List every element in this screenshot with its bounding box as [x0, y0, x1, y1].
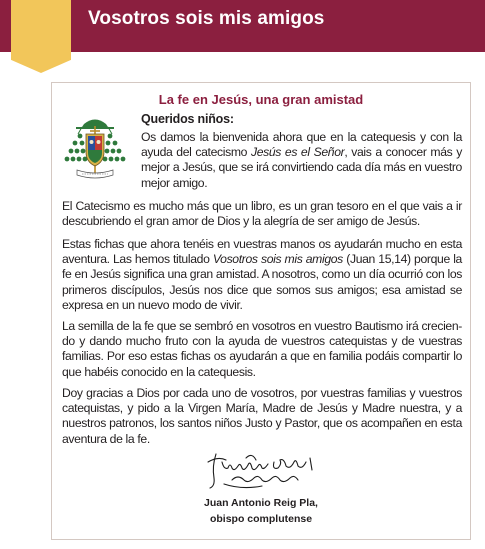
letter-title: La fe en Jesús, una gran amistad — [158, 92, 364, 107]
paragraph-cards — [62, 237, 462, 313]
paragraph-welcome-part-a: Os damos la bienvenida ahora que en la catequesis y con la ayuda del catecismo — [141, 130, 462, 160]
paragraph-seed: La semilla de la fe que se sembró en vosotros en vuestro Bautismo irá crecien-do y dando mucho fruto con la ayuda de vuestros catequistas y de vuestras familias. Por eso estas fichas os ayudarán a que en familia podáis compartir lo que habéis conocido en la catequesis. — [62, 319, 462, 379]
episcopal-coat-of-arms-icon — [60, 112, 130, 188]
handwritten-signature — [202, 448, 322, 492]
banner-bookmark-tab — [11, 0, 71, 73]
letter-card — [51, 82, 471, 540]
paragraph-cards-emphasis: Vosotros sois mis amigos — [212, 252, 343, 267]
greeting: Queridos niños: — [141, 112, 234, 126]
paragraph-welcome-part-b: , vais a conocer más y mejor a Jesús, que se irá convirtiendo cada día más en vuestro mejor amigo. — [141, 145, 462, 190]
paragraph-cards-part-a: Estas fichas que ahora tenéis en vuestras manos os ayudarán mucho en esta aventura. Las hemos titulado — [62, 237, 462, 267]
page-title: Vosotros sois mis amigos — [88, 8, 325, 29]
paragraph-welcome — [141, 130, 462, 191]
paragraph-thanks: Doy gracias a Dios por cada uno de vosotros, por vuestras familias y vuestros catequistas, y pido a la Virgen María, Madre de Jesús y Madre nuestra, y a nuestros patronos, los santos niños Justo y Pastor, que os acompañen en esta aventura de la fe. — [62, 386, 462, 446]
signatory-name: Juan Antonio Reig Pla, — [204, 497, 318, 509]
paragraph-welcome-emphasis: Jesús es el Señor — [250, 145, 345, 160]
paragraph-cards-part-b: (Juan 15,14) porque la fe en Jesús significa una gran amistad. A nosotros, como un día ocurrió con los primeros discípulos, Jesús nos dice que somos sus amigos; esa amistad se expresa en un nuevo modo de vivir. — [62, 252, 462, 312]
signatory-role: obispo complutense — [209, 513, 313, 525]
paragraph-catechism: El Catecismo es mucho más que un libro, es un gran tesoro en el que vais a ir descubriendo el gran amor de Dios y la alegría de ser amigo de Jesús. — [62, 199, 462, 229]
